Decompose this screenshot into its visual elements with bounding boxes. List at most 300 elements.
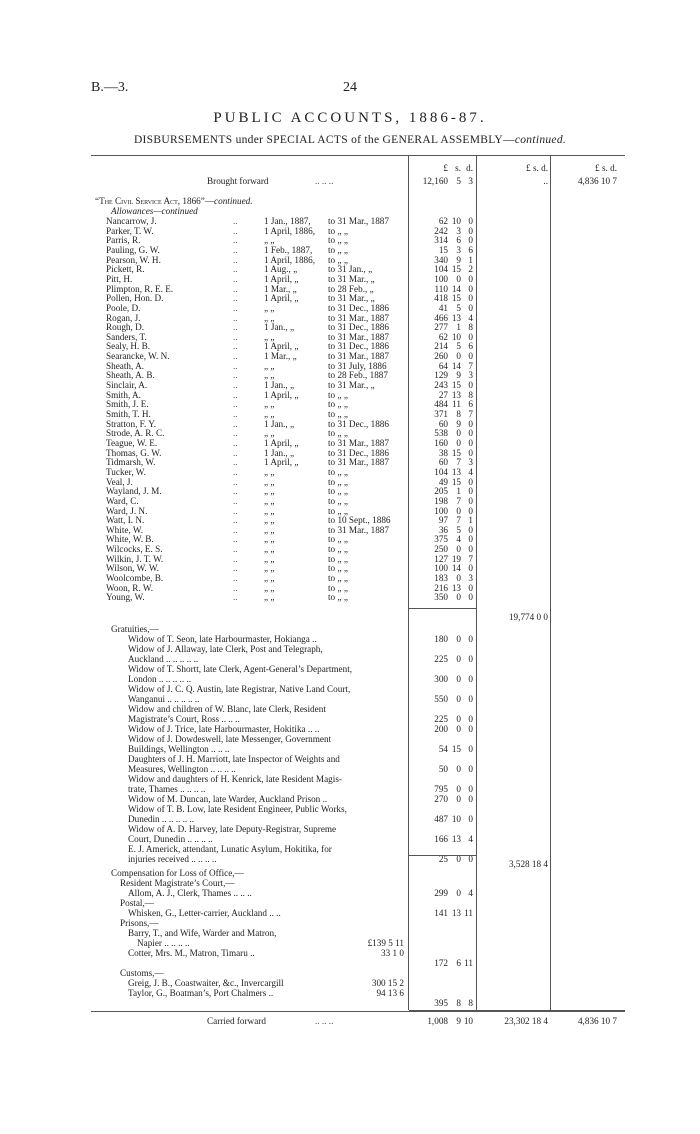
allowance-amount-pounds: 538	[434, 428, 448, 439]
allowance-to-date: to „ „	[328, 244, 348, 255]
allowance-to-date: to „ „	[328, 254, 348, 265]
allowance-amount	[417, 361, 473, 371]
carried-forward-col2: 23,302 18 4	[504, 1016, 548, 1026]
gratuity-description: Wanganui .. .. .. .. ..	[128, 694, 200, 704]
gratuity-amount-pounds: 487	[434, 814, 448, 824]
customs-item-1: Greig, J. B., Coastwaiter, &c., Invercargill	[128, 978, 284, 988]
gratuity-description: Widow of M. Duncan, late Warder, Auckland Prison ..	[128, 794, 328, 804]
carried-forward-label: Carried forward	[207, 1016, 266, 1026]
allowance-name: Poole, D.	[106, 302, 141, 313]
allowance-name: Woolcombe, B.	[106, 573, 164, 584]
allowance-amount	[417, 284, 473, 294]
allowance-from-date: 1 April, „	[264, 457, 299, 468]
allowance-amount-pounds: 60	[438, 457, 448, 468]
allowance-from-date: „ „	[264, 505, 275, 516]
brought-forward-col1: 12,160 5 3	[422, 176, 473, 186]
allowance-amount-pounds: 243	[434, 380, 448, 391]
allowance-amount-pence: 0	[468, 476, 473, 487]
allowance-amount-pence: 0	[468, 283, 473, 294]
allowance-to-date: to 31 Mar., „	[328, 273, 375, 284]
allowance-amount-pounds: 198	[434, 495, 448, 506]
allowance-name: Sinclair, A.	[106, 380, 148, 391]
allowance-to-date: to „ „	[328, 573, 348, 584]
allowance-amount-shillings: 15	[451, 293, 461, 304]
gratuity-amount	[417, 654, 473, 664]
allowance-amount-pence: 0	[468, 544, 473, 555]
allowance-to-date: to 31 Mar., 1887	[328, 312, 389, 323]
allowance-dots: ..	[233, 254, 238, 265]
allowance-amount	[417, 496, 473, 506]
gratuity-amount	[417, 634, 473, 644]
allowance-dots: ..	[233, 457, 238, 468]
allowance-dots: ..	[233, 544, 238, 555]
gratuity-amount	[417, 714, 473, 724]
allowance-dots: ..	[233, 505, 238, 516]
gratuity-amount-pence: 0	[468, 674, 473, 684]
document-reference: B.—3.	[91, 80, 129, 95]
allowance-amount-shillings: 7	[456, 515, 461, 526]
allowance-amount	[417, 544, 473, 554]
allowance-name: Pearson, W. H.	[106, 254, 161, 265]
allowance-amount-shillings: 10	[451, 331, 461, 342]
allowance-amount-shillings: 11	[452, 399, 461, 410]
allowance-dots: ..	[233, 592, 238, 603]
allowance-dots: ..	[233, 409, 238, 419]
gratuity-amount-pence: 0	[468, 694, 473, 704]
gratuity-amount-shillings: 15	[451, 744, 461, 754]
allowance-to-date: to 28 Feb., „	[328, 283, 374, 294]
allowance-amount-pence: 0	[468, 418, 473, 429]
gratuity-description: E. J. Americk, attendant, Lunatic Asylum, Hokitika, for	[128, 844, 332, 854]
page-number: 24	[343, 80, 357, 95]
allowance-to-date: to „ „	[328, 476, 348, 487]
allowance-amount-shillings: 3	[456, 244, 461, 255]
allowance-from-date: 1 Jan., „	[264, 418, 295, 429]
carried-forward-rule	[409, 1010, 625, 1011]
allowance-amount-pence: 0	[468, 437, 473, 448]
allowance-amount-shillings: 13	[451, 389, 461, 400]
allowance-to-date: to „ „	[328, 592, 348, 603]
allowance-to-date: to 31 Mar., „	[328, 293, 375, 304]
allowance-dots: ..	[233, 216, 238, 226]
allowance-amount	[417, 274, 473, 284]
rm-court-item: Allom, A. J., Clerk, Thames .. .. ..	[128, 888, 252, 898]
allowance-amount-pence: 6	[468, 341, 473, 352]
allowance-dots: ..	[233, 360, 238, 371]
allowance-amount-pounds: 15	[438, 244, 448, 255]
allowance-from-date: „ „	[264, 582, 275, 593]
allowance-amount-shillings: 13	[451, 312, 461, 323]
allowance-name: Rogan, J.	[106, 312, 141, 323]
allowance-amount-shillings: 0	[456, 437, 461, 448]
allowance-name: Pitt, H.	[106, 273, 133, 284]
allowance-to-date: to „ „	[328, 505, 348, 516]
allowance-name: Stratton, F. Y.	[106, 418, 157, 429]
gratuity-description: Measures, Wellington .. .. .. ..	[128, 764, 236, 774]
allowance-dots: ..	[233, 331, 238, 342]
allowance-amount-pence: 0	[468, 447, 473, 458]
gratuity-description: injuries received .. .. .. ..	[128, 854, 217, 864]
allowance-name: Ward, J. N.	[106, 505, 148, 516]
allowance-name: Woon, R. W.	[106, 582, 153, 593]
allowance-to-date: to 31 Dec., 1886	[328, 302, 389, 313]
allowance-from-date: 1 Jan., „	[264, 447, 295, 458]
gratuity-amount	[417, 674, 473, 684]
allowance-from-date: „ „	[264, 573, 275, 584]
prisons-amount: 172 6 11	[434, 958, 473, 968]
postal-amount: 141 13 11	[434, 908, 473, 918]
allowance-amount-pence: 0	[468, 331, 473, 342]
allowance-name: Smith, J. E.	[106, 399, 149, 410]
column-divider-2	[476, 155, 477, 1010]
allowance-amount-pounds: 62	[438, 331, 448, 342]
allowance-amount-pounds: 49	[438, 476, 448, 487]
allowance-to-date: to „ „	[328, 428, 348, 439]
allowance-dots: ..	[233, 437, 238, 448]
customs-item-1-subamount: 300 15 2	[371, 978, 404, 988]
allowance-amount-pence: 0	[468, 225, 473, 236]
allowance-from-date: 1 Aug., „	[264, 264, 298, 275]
gratuity-description: Widow of J. C. Q. Austin, late Registrar, Native Land Court,	[128, 684, 351, 694]
allowance-amount-shillings: 9	[456, 254, 461, 265]
allowance-to-date: to „ „	[328, 582, 348, 593]
gratuity-description: Daughters of J. H. Marriott, late Inspector of Weights and	[128, 754, 340, 764]
brought-forward-col3: 4,836 10 7	[577, 176, 617, 186]
allowance-from-date: „ „	[264, 495, 275, 506]
gratuity-amount-shillings: 0	[456, 724, 461, 734]
allowance-amount-shillings: 0	[456, 592, 461, 603]
gratuity-amount-shillings: 0	[456, 794, 461, 804]
allowance-amount-shillings: 0	[456, 351, 461, 362]
prisons-label: Prisons,—	[120, 918, 159, 928]
allowance-amount-pounds: 250	[434, 544, 448, 555]
allowance-name: Wilson, W. W.	[106, 563, 159, 574]
allowance-from-date: 1 April, „	[264, 437, 299, 448]
allowance-amount	[417, 506, 473, 516]
gratuity-description: Widow of T. B. Low, late Resident Engineer, Public Works,	[128, 804, 347, 814]
allowance-to-date: to 31 Mar., 1887	[328, 457, 389, 468]
allowance-name: Young, W.	[106, 592, 145, 603]
allowance-amount-shillings: 15	[451, 264, 461, 275]
allowance-from-date: 1 Mar., „	[264, 351, 297, 362]
allowance-amount	[417, 573, 473, 583]
allowance-amount-pence: 0	[468, 273, 473, 284]
allowance-amount-pounds: 100	[434, 505, 448, 516]
allowance-amount-pounds: 127	[434, 553, 448, 564]
allowance-amount-shillings: 9	[456, 370, 461, 381]
gratuity-amount-pence: 0	[468, 724, 473, 734]
gratuity-amount-pounds: 550	[434, 694, 448, 704]
brought-forward-dots: .. .. ..	[315, 176, 334, 186]
gratuity-amount-shillings: 0	[456, 654, 461, 664]
allowance-amount-pounds: 64	[438, 360, 448, 371]
allowance-amount-pounds: 100	[434, 273, 448, 284]
brought-forward-col2: ..	[543, 176, 548, 186]
gratuities-rule	[409, 855, 476, 856]
allowance-from-date: „ „	[264, 399, 275, 410]
allowance-to-date: to 28 Feb., 1887	[328, 370, 388, 381]
gratuity-amount-shillings: 13	[451, 834, 461, 844]
gratuity-description: Widow and children of W. Blanc, late Clerk, Resident	[128, 704, 326, 714]
allowance-amount-pence: 1	[468, 254, 473, 265]
allowance-amount-pence: 7	[468, 553, 473, 564]
allowance-dots: ..	[233, 418, 238, 429]
allowances-total: 19,774 0 0	[508, 612, 548, 622]
allowance-amount-shillings: 1	[456, 486, 461, 497]
allowance-amount	[417, 370, 473, 380]
allowance-name: Smith, T. H.	[106, 409, 151, 419]
allowance-from-date: „ „	[264, 466, 275, 477]
allowance-amount-pence: 0	[468, 563, 473, 574]
rm-court-label: Resident Magistrate’s Court,—	[120, 878, 235, 888]
allowance-to-date: to „ „	[328, 399, 348, 410]
allowance-to-date: to 31 Dec., 1886	[328, 341, 389, 352]
allowance-amount-pence: 0	[468, 293, 473, 304]
allowance-amount-pence: 6	[468, 399, 473, 410]
allowance-amount-pounds: 183	[434, 573, 448, 584]
allowance-amount	[417, 332, 473, 342]
gratuity-amount-pounds: 200	[434, 724, 448, 734]
allowance-amount-pence: 4	[468, 466, 473, 477]
col1-header: £ s. d.	[443, 163, 473, 173]
gratuity-amount-shillings: 0	[456, 854, 461, 864]
allowance-from-date: „ „	[264, 360, 275, 371]
allowance-amount	[417, 235, 473, 245]
column-divider-3	[550, 155, 551, 1010]
allowance-name: Veal, J.	[106, 476, 133, 487]
allowance-dots: ..	[233, 534, 238, 545]
allowance-dots: ..	[233, 322, 238, 333]
allowance-to-date: to 10 Sept., 1886	[328, 515, 391, 526]
subtitle-main: DISBURSEMENTS under SPECIAL ACTS of the GENERAL ASSEMBLY—	[133, 134, 515, 146]
allowance-amount-pence: 0	[468, 524, 473, 535]
allowance-to-date: to „ „	[328, 553, 348, 564]
allowance-to-date: to 31 Jan., „	[328, 264, 373, 275]
gratuity-description: Court, Dunedin .. .. .. ..	[128, 834, 213, 844]
gratuity-amount-pounds: 795	[434, 784, 448, 794]
allowance-dots: ..	[233, 428, 238, 439]
allowance-dots: ..	[233, 302, 238, 313]
allowance-from-date: „ „	[264, 235, 275, 246]
customs-amount: 395 8 8	[434, 998, 473, 1008]
allowance-amount-pounds: 314	[434, 235, 448, 246]
allowance-name: Nancarrow, J.	[106, 216, 157, 226]
allowance-amount-pounds: 205	[434, 486, 448, 497]
allowance-amount-pence: 2	[468, 264, 473, 275]
allowance-name: Ward, C.	[106, 495, 139, 506]
gratuity-amount-pounds: 54	[438, 744, 448, 754]
customs-item-2: Taylor, G., Boatman’s, Port Chalmers ..	[128, 988, 274, 998]
allowance-amount-shillings: 15	[451, 380, 461, 391]
allowance-to-date: to 31 Mar., 1887	[328, 331, 389, 342]
allowance-amount	[417, 351, 473, 361]
allowance-amount-pounds: 260	[434, 351, 448, 362]
allowance-name: Pickett, R.	[106, 264, 145, 275]
allowance-amount	[417, 341, 473, 351]
allowance-amount-pounds: 160	[434, 437, 448, 448]
allowance-amount-shillings: 9	[456, 418, 461, 429]
allowance-amount-pounds: 104	[434, 466, 448, 477]
allowance-amount-pounds: 340	[434, 254, 448, 265]
gratuity-amount-pounds: 50	[438, 764, 448, 774]
allowance-name: Smith, A.	[106, 389, 141, 400]
allowance-amount-pounds: 277	[434, 322, 448, 333]
gratuity-amount-shillings: 10	[451, 814, 461, 824]
gratuity-amount-shillings: 0	[456, 784, 461, 794]
allowance-amount-pounds: 466	[434, 312, 448, 323]
gratuity-amount	[417, 694, 473, 704]
allowance-name: Pollen, Hon. D.	[106, 293, 164, 304]
allowance-amount-shillings: 13	[451, 466, 461, 477]
allowance-amount-shillings: 6	[456, 235, 461, 246]
allowance-to-date: to 31 July, 1886	[328, 360, 387, 371]
gratuity-description: trate, Thames .. .. .. ..	[128, 784, 206, 794]
allowance-amount-pence: 0	[468, 380, 473, 391]
prisons-item-2-subamount: 33 1 0	[381, 948, 404, 958]
allowance-dots: ..	[233, 293, 238, 304]
allowance-amount-pence: 3	[468, 370, 473, 381]
allowance-dots: ..	[233, 273, 238, 284]
allowance-amount-pounds: 41	[438, 302, 448, 313]
allowance-amount-pence: 8	[468, 322, 473, 333]
gratuity-amount-pounds: 25	[438, 854, 448, 864]
allowance-from-date: „ „	[264, 544, 275, 555]
allowance-amount	[417, 293, 473, 303]
allowance-to-date: to „ „	[328, 235, 348, 246]
allowance-dots: ..	[233, 225, 238, 236]
gratuity-amount	[417, 744, 473, 754]
gratuity-description: Magistrate’s Court, Ross .. .. ..	[128, 714, 240, 724]
allowance-name: Wilcocks, E. S.	[106, 544, 163, 555]
allowance-amount	[417, 486, 473, 496]
allowance-to-date: to 31 Dec., 1886	[328, 322, 389, 333]
allowance-amount-shillings: 7	[456, 457, 461, 468]
allowance-amount	[417, 264, 473, 274]
allowance-name: Watt, I. N.	[106, 515, 145, 526]
allowance-amount	[417, 255, 473, 265]
allowance-amount-pounds: 100	[434, 563, 448, 574]
allowance-dots: ..	[233, 399, 238, 410]
customs-label: Customs,—	[120, 968, 164, 978]
allowance-amount-pounds: 350	[434, 592, 448, 603]
allowance-amount-pounds: 38	[438, 447, 448, 458]
allowance-amount-pounds: 418	[434, 293, 448, 304]
allowance-from-date: 1 April, 1886,	[264, 225, 316, 236]
allowance-from-date: 1 April, „	[264, 293, 299, 304]
allowance-amount-pence: 0	[468, 302, 473, 313]
allowance-amount-pence: 0	[468, 534, 473, 545]
gratuity-amount-pence: 0	[468, 854, 473, 864]
allowance-name: Wilkin, J. T. W.	[106, 553, 164, 564]
allowance-amount-shillings: 5	[456, 302, 461, 313]
allowances-label: Allowances—continued	[111, 206, 198, 216]
gratuity-amount-pence: 0	[468, 654, 473, 664]
gratuity-amount-pence: 4	[468, 834, 473, 844]
allowance-from-date: „ „	[264, 486, 275, 497]
allowance-amount-pounds: 104	[434, 264, 448, 275]
allowance-to-date: to 31 Mar., „	[328, 380, 375, 391]
brought-forward-label: Brought forward	[207, 176, 269, 186]
allowance-amount-pence: 3	[468, 573, 473, 584]
allowance-from-date: 1 April, 1886,	[264, 254, 316, 265]
gratuity-amount-shillings: 0	[456, 674, 461, 684]
postal-item: Whisken, G., Letter-carrier, Auckland .. ..	[128, 908, 281, 918]
allowance-dots: ..	[233, 312, 238, 323]
gratuity-amount-pence: 0	[468, 714, 473, 724]
allowance-dots: ..	[233, 370, 238, 381]
allowance-amount	[417, 322, 473, 332]
act-title: “The Civil Service Act, 1866”—continued.	[95, 196, 253, 206]
allowance-amount	[417, 554, 473, 564]
allowance-dots: ..	[233, 563, 238, 574]
allowance-amount-pounds: 110	[434, 283, 448, 294]
gratuity-amount	[417, 794, 473, 804]
allowance-amount-pounds: 62	[438, 216, 448, 226]
allowance-amount	[417, 467, 473, 477]
allowance-from-date: „ „	[264, 534, 275, 545]
allowance-dots: ..	[233, 351, 238, 362]
allowance-amount-shillings: 14	[451, 283, 461, 294]
allowance-amount	[417, 303, 473, 313]
gratuity-description: Dunedin .. .. .. .. ..	[128, 814, 195, 824]
gratuity-description: Widow of J. Allaway, late Clerk, Post and Telegraph,	[128, 644, 323, 654]
allowance-amount-pence: 0	[468, 351, 473, 362]
column-divider-1	[408, 155, 409, 1010]
allowance-amount-pence: 0	[468, 582, 473, 593]
gratuity-amount-shillings: 0	[456, 714, 461, 724]
gratuity-amount-shillings: 0	[456, 634, 461, 644]
allowance-name: Parker, T. W.	[106, 225, 154, 236]
allowance-amount-shillings: 5	[456, 341, 461, 352]
gratuity-description: Buildings, Wellington .. .. ..	[128, 744, 230, 754]
prisons-item-1a: Barry, T., and Wife, Warder and Matron,	[128, 928, 277, 938]
allowance-from-date: 1 Jan., „	[264, 322, 295, 333]
allowance-dots: ..	[233, 341, 238, 352]
gratuity-description: Widow of A. D. Harvey, late Deputy-Registrar, Supreme	[128, 824, 337, 834]
gratuity-description: Widow of J. Trice, late Harbourmaster, Hokitika .. ..	[128, 724, 320, 734]
gratuity-amount-pounds: 300	[434, 674, 448, 684]
allowance-name: Plimpton, R. E. E.	[106, 283, 174, 294]
allowance-amount-pence: 6	[468, 244, 473, 255]
allowance-amount-shillings: 15	[451, 447, 461, 458]
allowance-name: Rough, D.	[106, 322, 145, 333]
allowance-name: Searancke, W. N.	[106, 351, 170, 362]
allowance-dots: ..	[233, 244, 238, 255]
allowance-amount	[417, 409, 473, 419]
allowance-amount-pence: 4	[468, 312, 473, 323]
allowance-from-date: „ „	[264, 331, 275, 342]
allowance-amount-shillings: 10	[451, 216, 461, 226]
gratuity-description: Widow and daughters of H. Kenrick, late Resident Magis-	[128, 774, 342, 784]
carried-forward-col3: 4,836 10 7	[577, 1016, 617, 1026]
gratuity-amount-pounds: 180	[434, 634, 448, 644]
col3-header: £ s. d.	[595, 163, 617, 173]
allowance-amount-pence: 0	[468, 428, 473, 439]
allowance-amount-pence: 0	[468, 216, 473, 226]
allowance-from-date: 1 Jan., „	[264, 380, 295, 391]
postal-label: Postal,—	[120, 898, 154, 908]
gratuities-total: 3,528 18 4	[508, 859, 548, 869]
allowance-from-date: 1 Jan., 1887,	[264, 216, 311, 226]
allowance-amount	[417, 226, 473, 236]
allowance-amount-shillings: 0	[456, 428, 461, 439]
allowance-amount-pence: 7	[468, 360, 473, 371]
allowance-amount	[417, 563, 473, 573]
gratuity-amount	[417, 764, 473, 774]
allowance-amount-pounds: 129	[434, 370, 448, 381]
gratuity-amount-pence: 0	[468, 744, 473, 754]
allowance-from-date: „ „	[264, 476, 275, 487]
